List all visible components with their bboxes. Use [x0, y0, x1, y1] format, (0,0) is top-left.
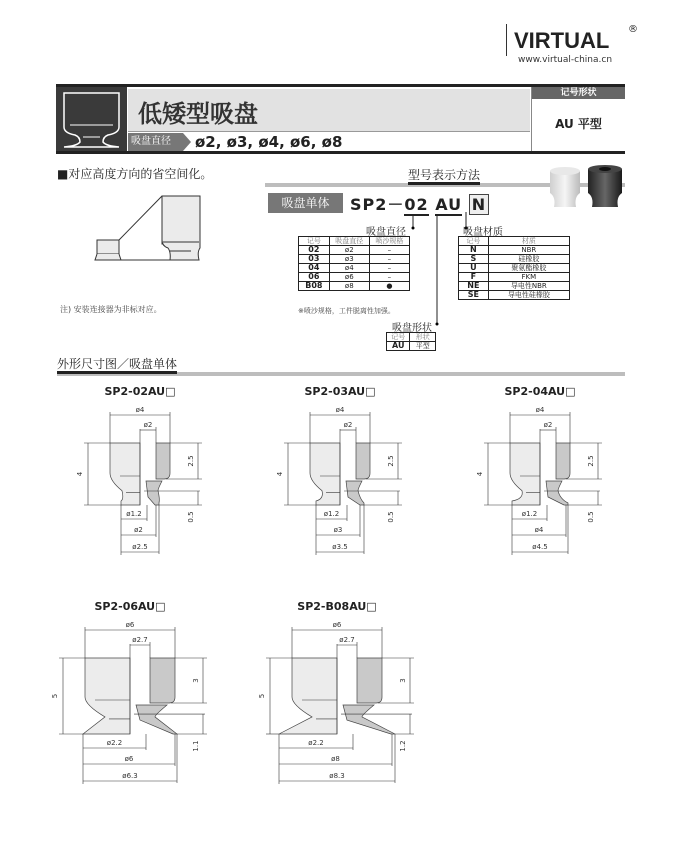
cup-left-half	[310, 443, 340, 505]
table-cell: 03	[299, 255, 330, 264]
diameter-band	[128, 133, 530, 151]
dimension-label: ø2	[134, 526, 143, 534]
dimension-label: 2.5	[387, 455, 395, 467]
page-title: 低矮型吸盘	[128, 89, 530, 132]
dimension-label: 3	[192, 678, 200, 683]
brand-logo: VIRTUAL	[514, 28, 610, 53]
table-cell: 02	[299, 246, 330, 255]
unit-label: 吸盘单体	[268, 193, 343, 213]
dimension-label: ø2.2	[308, 739, 324, 747]
feature-text: ■对应高度方向的省空间化。	[57, 167, 213, 181]
table-cell: –	[369, 264, 409, 273]
table-cell: ●	[369, 282, 409, 291]
product-header	[56, 84, 625, 154]
cup-lip-section	[546, 481, 568, 505]
dimension-drawing	[237, 618, 447, 818]
cup-wall-section	[357, 658, 382, 703]
cup-wall-section	[356, 443, 370, 479]
cup-left-half	[83, 658, 130, 734]
dimension-label: 3	[399, 678, 407, 683]
table-cell: –	[369, 246, 409, 255]
dimension-label: 4	[76, 471, 84, 477]
dimension-label: ø4.5	[532, 543, 548, 551]
cup-lip-section	[146, 481, 162, 505]
cup-wall-section	[150, 658, 175, 703]
material-table-label: 吸盘材质	[463, 227, 503, 238]
dimension-label: 5	[258, 693, 266, 699]
drawing-title: SP2-03AU□	[304, 385, 376, 398]
sandblast-note: ※喷沙规格，工件脱离性加强。	[298, 307, 395, 315]
dimension-label: 1.1	[192, 740, 200, 752]
table-cell: ø2	[329, 246, 369, 255]
dimension-label: 0.5	[387, 511, 395, 523]
ordering-title: 型号表示方法	[408, 168, 480, 185]
drawing-title: SP2-06AU□	[94, 600, 166, 613]
table-cell: ø8	[329, 282, 369, 291]
drawing-title: SP2-04AU□	[504, 385, 576, 398]
logo-divider	[506, 24, 507, 56]
cup-lip-section	[136, 705, 177, 734]
connector-note: 注) 安装连接器为非标对应。	[60, 305, 162, 314]
table-row	[387, 342, 436, 351]
dimension-label: 4	[476, 471, 484, 477]
arrow-icon	[183, 133, 191, 151]
table-cell: 聚氨酯橡胶	[488, 264, 569, 273]
dimension-drawing	[30, 618, 240, 818]
table-cell: NE	[459, 282, 489, 291]
dimension-label: ø1.2	[323, 510, 340, 518]
table-cell: 平型	[410, 342, 436, 351]
drawing-title: SP2-B08AU□	[297, 600, 377, 613]
cup-left-half	[279, 658, 337, 734]
diameter-values: ø2, ø3, ø4, ø6, ø8	[195, 133, 343, 151]
shape-table: 记号 形状 AU 平型	[386, 332, 436, 351]
model-code: SP2－02 AU N	[350, 192, 489, 215]
dimension-label: ø4	[535, 406, 545, 414]
cup-left-half	[110, 443, 140, 505]
cup-lip-section	[343, 705, 395, 734]
dimension-label: ø6	[125, 621, 135, 629]
shape-table-label: 吸盘形状	[392, 323, 432, 334]
dimension-label: ø3.5	[332, 543, 348, 551]
dimension-label: ø2	[543, 421, 553, 429]
diameter-table-label: 吸盘直径	[366, 227, 406, 238]
dimension-label: ø8.3	[329, 772, 345, 780]
table-cell: NBR	[488, 246, 569, 255]
dimension-drawing	[440, 403, 650, 603]
table-cell: B08	[299, 282, 330, 291]
dimension-label: ø1.2	[126, 510, 142, 518]
cup-lip-section	[346, 481, 364, 505]
table-cell: 导电性NBR	[488, 282, 569, 291]
dimension-label: 0.5	[187, 511, 195, 523]
dimension-label: ø6	[332, 621, 342, 629]
website-url: www.virtual-china.cn	[518, 55, 613, 65]
dimension-label: ø2	[143, 421, 153, 429]
dimension-drawing	[40, 403, 250, 603]
dimension-label: ø2.7	[339, 636, 355, 644]
dimension-label: ø2.2	[106, 739, 123, 747]
dimension-label: ø2.5	[132, 543, 148, 551]
cup-left-half	[510, 443, 540, 505]
shape-header: 记号形状	[532, 87, 625, 99]
table-cell: 导电性硅橡胶	[488, 291, 569, 300]
material-table: 记号 材质 N NBR S 硅橡胶 U 聚氨酯橡胶 F FKM NE 导电性NBR SE 导电性硅橡胶	[458, 236, 570, 300]
table-cell: AU	[387, 342, 410, 351]
dimension-label: ø4	[335, 406, 345, 414]
table-cell: F	[459, 273, 489, 282]
product-photo	[544, 163, 626, 211]
table-row	[459, 291, 570, 300]
cup-wall-section	[556, 443, 570, 479]
shape-column	[531, 87, 625, 151]
dimension-label: ø2	[343, 421, 353, 429]
table-cell: ø3	[329, 255, 369, 264]
dimension-label: ø4	[534, 526, 544, 534]
diameter-label: 吸盘直径	[128, 133, 183, 151]
cup-wall-section	[156, 443, 170, 479]
table-cell: –	[369, 255, 409, 264]
dimension-label: 0.5	[587, 511, 595, 523]
table-cell: 04	[299, 264, 330, 273]
table-row	[299, 282, 410, 291]
dimensions-title: 外形尺寸图／吸盘单体	[57, 357, 177, 374]
table-cell: U	[459, 264, 489, 273]
dimension-drawing	[240, 403, 450, 603]
table-cell: S	[459, 255, 489, 264]
table-cell: –	[369, 273, 409, 282]
table-cell: ø6	[329, 273, 369, 282]
height-comparison-illustration	[85, 190, 210, 270]
dimension-label: 2.5	[587, 455, 595, 467]
table-cell: 06	[299, 273, 330, 282]
registered-mark: ®	[628, 24, 638, 35]
dimension-label: 4	[276, 471, 284, 477]
dimension-label: ø4	[135, 406, 145, 414]
dimension-label: 1.2	[399, 740, 407, 752]
dimension-label: ø6	[124, 755, 134, 763]
dimension-label: 5	[51, 693, 59, 699]
dimension-label: ø8	[331, 755, 340, 763]
dimension-label: ø6.3	[122, 772, 138, 780]
table-cell: FKM	[488, 273, 569, 282]
table-cell: 硅橡胶	[488, 255, 569, 264]
suction-cup-icon	[56, 87, 127, 151]
table-cell: SE	[459, 291, 489, 300]
drawing-title: SP2-02AU□	[104, 385, 176, 398]
dimension-label: 2.5	[187, 455, 195, 467]
shape-value: AU 平型	[555, 117, 602, 131]
dimension-label: ø1.2	[521, 510, 538, 518]
diameter-table: 记号 吸盘直径 喷沙规格 02 ø2 – 03 ø3 – 04 ø4 – 06 ø6 – B08 ø8 ●	[298, 236, 410, 291]
dimension-label: ø2.7	[132, 636, 148, 644]
table-cell: N	[459, 246, 489, 255]
table-cell: ø4	[329, 264, 369, 273]
dimension-label: ø3	[333, 526, 343, 534]
